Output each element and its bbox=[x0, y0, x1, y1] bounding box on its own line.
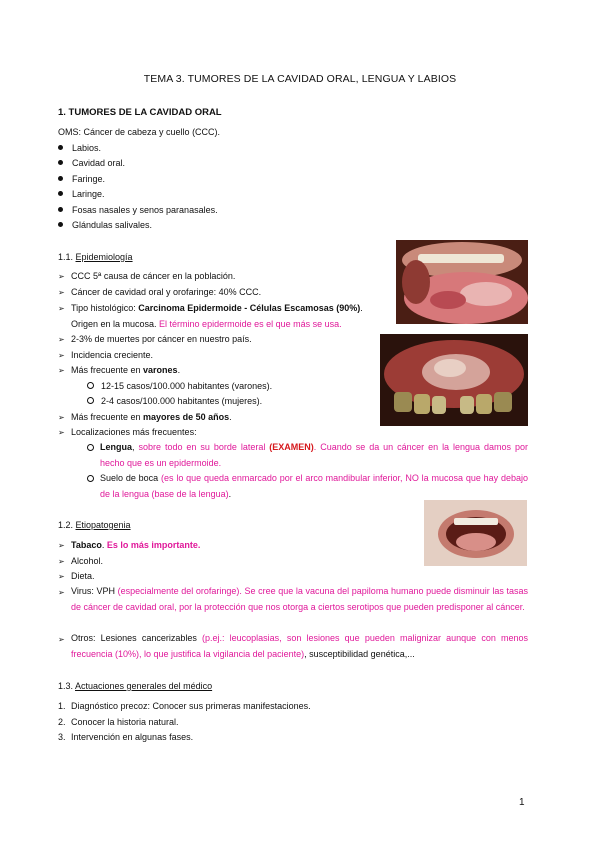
photo-floor-of-mouth bbox=[380, 334, 528, 426]
list-arrow: ➢ bbox=[58, 635, 65, 644]
numbered-item: 2. Conocer la historia natural. bbox=[58, 717, 179, 727]
list-item: ➢ Tipo histológico: Carcinoma Epidermoide - Células Escamosas (90%). bbox=[58, 303, 363, 313]
numbered-item: 1. Diagnóstico precoz: Conocer sus primeras manifestaciones. bbox=[58, 701, 311, 711]
numbered-item: 3. Intervención en algunas fases. bbox=[58, 732, 194, 742]
list-item-virus: Virus: VPH (especialmente del orofaringe). Se cree que la vacuna del papiloma humano puede disminuir las tasas de cáncer de cavidad oral, por la protección que nos otorga a ciertos serotipos que pueden predisponer al cáncer. bbox=[71, 586, 528, 612]
section-heading-1: 1. TUMORES DE LA CAVIDAD ORAL bbox=[58, 107, 222, 118]
photo-tongue-lesion bbox=[396, 240, 528, 324]
sub-list-item: 2-4 casos/100.000 habitantes (mujeres). bbox=[87, 395, 262, 407]
subsection-heading-actuaciones: 1.3. Actuaciones generales del médico bbox=[58, 681, 213, 691]
list-item: ➢ Dieta. bbox=[58, 571, 95, 581]
list-arrow: ➢ bbox=[58, 588, 65, 597]
subsection-heading-etiopatogenia: 1.2. Etiopatogenia bbox=[58, 520, 131, 530]
sub-list-bullet bbox=[87, 473, 101, 485]
list-item: Fosas nasales y senos paranasales. bbox=[58, 204, 218, 216]
list-item: ➢ CCC 5ª causa de cáncer en la población. bbox=[58, 271, 236, 281]
list-item: ➢ Cáncer de cavidad oral y orofaringe: 40% CCC. bbox=[58, 287, 262, 297]
photo-open-mouth bbox=[424, 500, 527, 566]
list-item: ➢ Localizaciones más frecuentes: bbox=[58, 427, 197, 437]
list-item: ➢ Más frecuente en mayores de 50 años. bbox=[58, 412, 232, 422]
list-item: ➢ Tabaco. Es lo más importante. bbox=[58, 540, 201, 550]
sub-list-item-lengua: Lengua, sobre todo en su borde lateral (EXAMEN). Cuando se da un cáncer en la lengua damos por hecho que es un epidermoide. bbox=[100, 442, 528, 468]
list-item: Labios. bbox=[58, 142, 101, 154]
list-item: ➢ 2-3% de muertes por cáncer en nuestro país. bbox=[58, 334, 252, 344]
page-title: TEMA 3. TUMORES DE LA CAVIDAD ORAL, LENGUA Y LABIOS bbox=[143, 73, 457, 85]
sub-list-item: 12-15 casos/100.000 habitantes (varones). bbox=[87, 380, 272, 392]
subsection-heading-epidemiologia: 1.1. Epidemiología bbox=[58, 252, 133, 262]
list-item: ➢ Alcohol. bbox=[58, 556, 104, 566]
list-item: Cavidad oral. bbox=[58, 157, 125, 169]
list-item-continuation: Origen en la mucosa. El término epidermoide es el que más se usa. bbox=[71, 319, 342, 329]
page-number: 1 bbox=[519, 797, 525, 808]
sub-list-bullet bbox=[87, 442, 101, 454]
oms-line: OMS: Cáncer de cabeza y cuello (CCC). bbox=[58, 127, 221, 137]
sub-list-item-suelo-boca: Suelo de boca (es lo que queda enmarcado por el arco mandibular inferior, NO la mucosa que hay debajo de la lengua (base de la lengua). bbox=[100, 473, 529, 499]
list-item: ➢ Más frecuente en varones. bbox=[58, 365, 181, 375]
list-item: Faringe. bbox=[58, 173, 105, 185]
list-item: Laringe. bbox=[58, 188, 105, 200]
list-item: Glándulas salivales. bbox=[58, 219, 152, 231]
list-item-otros: Otros: Lesiones cancerizables (p.ej.: leucoplasias, son lesiones que pueden malignizar aunque con menos frecuencia (10%), lo que justifica la vigilancia del paciente), susceptibilidad genética,... bbox=[71, 633, 528, 659]
list-item: ➢ Incidencia creciente. bbox=[58, 350, 154, 360]
